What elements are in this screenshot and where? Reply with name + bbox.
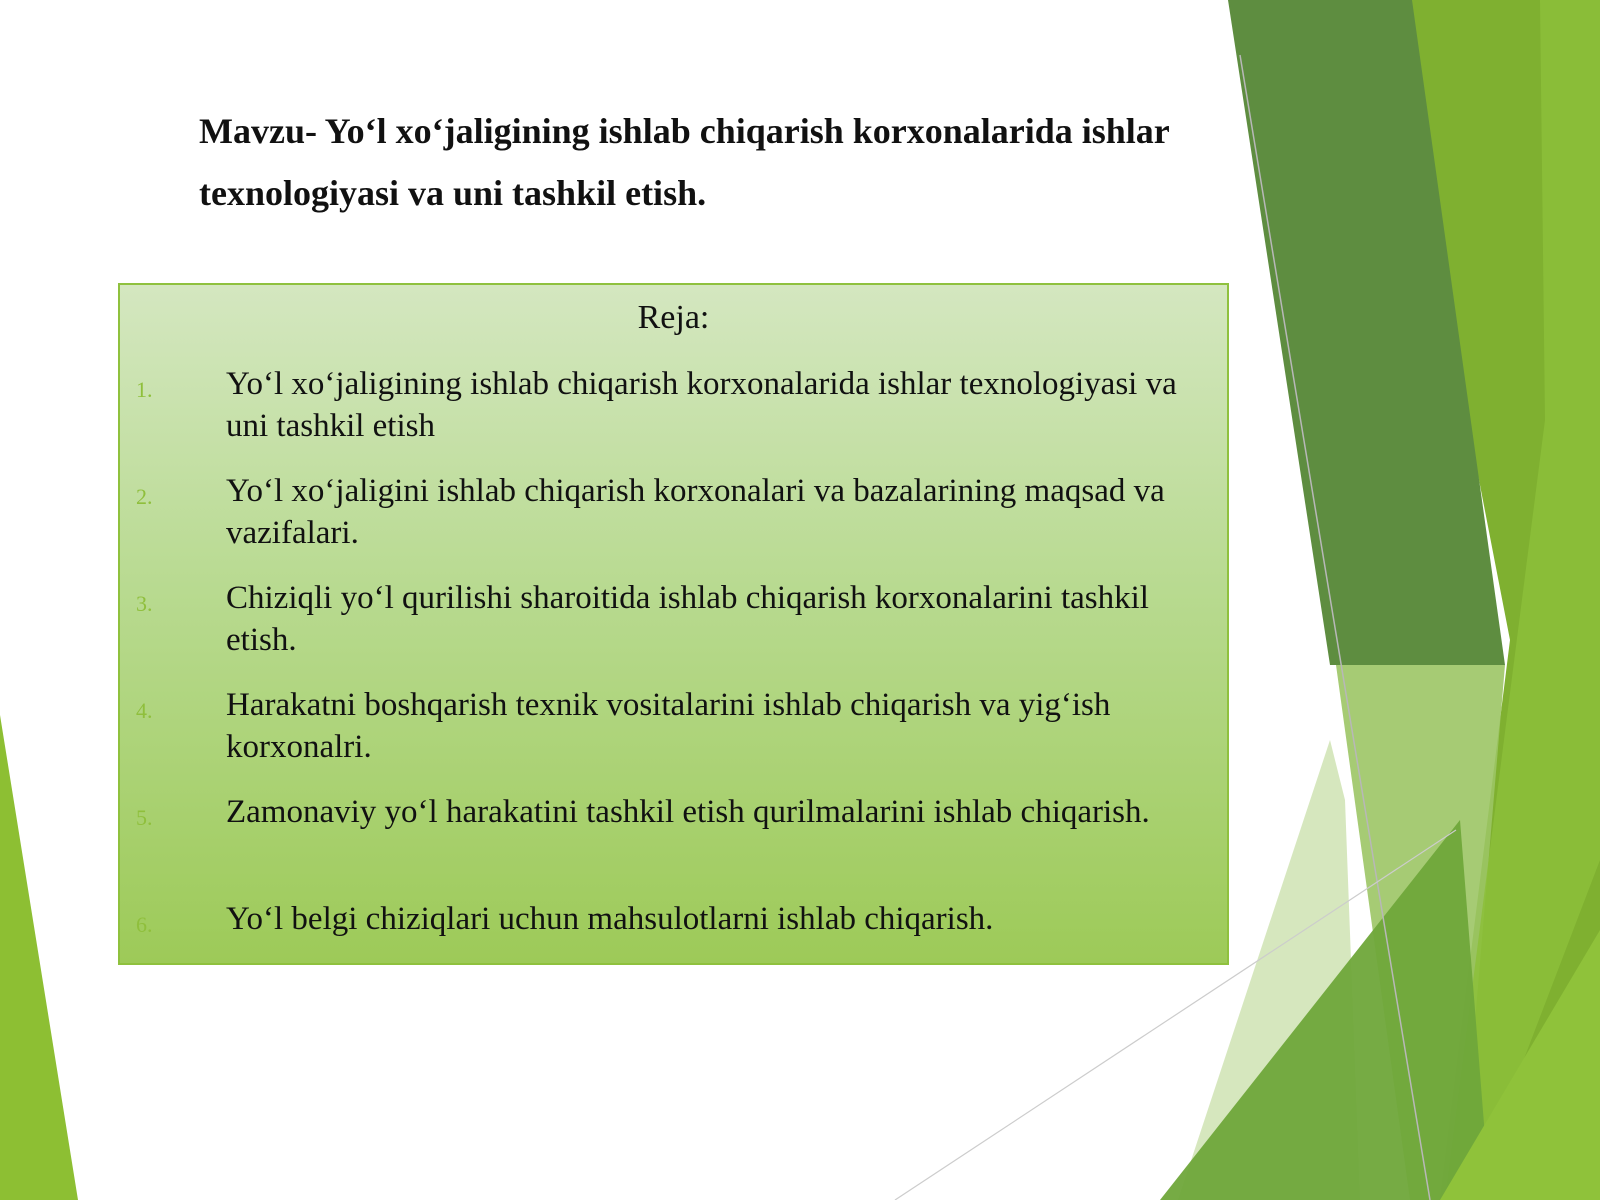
plan-item-number: 1. bbox=[136, 377, 153, 402]
plan-item-text: Yo‘l xo‘jaligining ishlab chiqarish korxonalarida ishlar texnologiyasi va uni tashkil etish bbox=[226, 366, 1177, 444]
plan-item-number: 4. bbox=[136, 698, 153, 723]
plan-box bbox=[118, 283, 1229, 965]
plan-item-text: Yo‘l xo‘jaligini ishlab chiqarish korxonalari va bazalarining maqsad va vazifalari. bbox=[226, 473, 1165, 551]
plan-item-text: Yo‘l belgi chiziqlari uchun mahsulotlarni ishlab chiqarish. bbox=[226, 901, 994, 937]
plan-item-number: 6. bbox=[136, 912, 153, 937]
plan-item-text: Harakatni boshqarish texnik vositalarini ishlab chiqarish va yig‘ish korxonalri. bbox=[226, 687, 1111, 765]
plan-heading: Reja: bbox=[637, 299, 710, 336]
plan-item-number: 3. bbox=[136, 591, 153, 616]
left-green-sliver bbox=[0, 715, 78, 1200]
plan-item-text: Zamonaviy yo‘l harakatini tashkil etish qurilmalarini ishlab chiqarish. bbox=[226, 794, 1150, 830]
plan-item-number: 5. bbox=[136, 805, 153, 830]
slide-title: Mavzu- Yo‘l xo‘jaligining ishlab chiqarish korxonalarida ishlar texnologiyasi va uni tashkil etish. bbox=[199, 111, 1170, 213]
plan-item-number: 2. bbox=[136, 484, 153, 509]
plan-item-text: Chiziqli yo‘l qurilishi sharoitida ishlab chiqarish korxonalarini tashkil etish. bbox=[226, 580, 1149, 658]
